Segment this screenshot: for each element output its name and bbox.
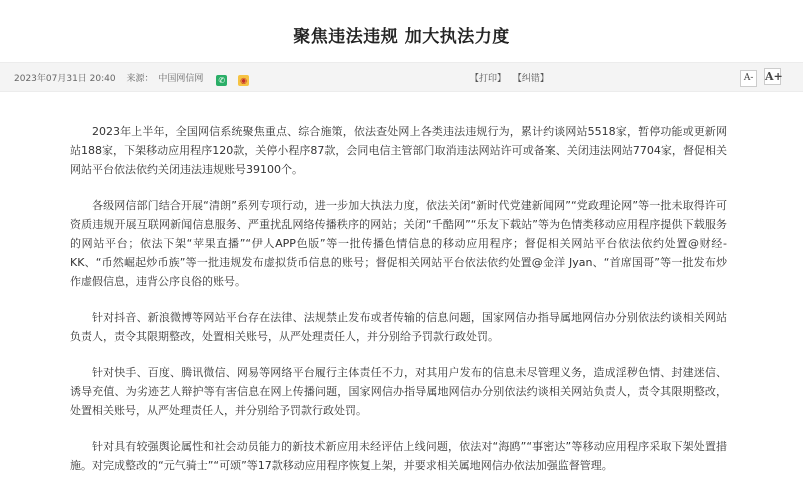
paragraph: 2023年上半年，全国网信系统聚焦重点、综合施策，依法查处网上各类违法违规行为，累计约谈网站5518家，暂停功能或更新网站188家，下架移动应用程序120款，关停小程序87款，会同电信主管部门取消违法网站许可或备案、关闭违法网站7704家，督促相关网站平台依法依约关闭违法违规账号39100个。: [70, 125, 727, 176]
source-label: 来源：: [126, 74, 154, 84]
article-title: 聚焦违法违规 加大执法力度: [293, 27, 510, 47]
paragraph: 针对具有较强舆论属性和社会动员能力的新技术新应用未经评估上线问题，依法对“海鸥”“事密达”等移动应用程序采取下架处置措施。对完成整改的“元气骑士”“可颂”等17款移动应用程序恢复上架，并要求相关属地网信办依法加强监督管理。: [70, 440, 727, 472]
article-actions: [470, 71, 553, 84]
print-link[interactable]: 【打印】: [470, 74, 507, 84]
article-body: [70, 122, 727, 492]
font-increase-button[interactable]: A+: [765, 70, 783, 83]
font-size-controls: [736, 68, 781, 87]
share-icons: [216, 75, 257, 86]
source-name[interactable]: 中国网信网: [158, 74, 204, 84]
paragraph: 针对抖音、新浪微博等网站平台存在法律、法规禁止发布或者传输的信息问题，国家网信办指导属地网信办分别依法约谈相关网站负责人，责令其限期整改，处置相关账号，从严处理责任人，并分别给予罚款行政处罚。: [70, 311, 727, 343]
weibo-icon[interactable]: ◉: [238, 75, 249, 86]
font-decrease-button[interactable]: A-: [740, 70, 757, 87]
wechat-icon[interactable]: ✆: [216, 75, 227, 86]
paragraph: 针对快手、百度、腾讯微信、网易等网络平台履行主体责任不力，对其用户发布的信息未尽管理义务，造成淫秽色情、封建迷信、诱导充值、为劣迹艺人辩护等有害信息在网上传播问题，国家网信办指导属地网信办分别依法约谈相关网站负责人，责令其限期整改，处置相关账号，从严处理责任人，并分别给予罚款行政处罚。: [70, 366, 727, 417]
publish-date: 2023年07月31日 20:40: [14, 74, 116, 84]
paragraph: 各级网信部门结合开展“清朗”系列专项行动，进一步加大执法力度，依法关闭“新时代党建新闻网”“党政理论网”等一批未取得许可资质违规开展互联网新闻信息服务、严重扰乱网络传播秩序的网站；关闭“千酷网”“乐友下载站”等为色情类移动应用程序提供下载服务的网站平台；依法下架“苹果直播”“伊人APP色版”等一批传播色情信息的移动应用程序；督促相关网站平台依法依约处置@财经-KK、“币然崛起炒币族”等一批违规发布虚拟货币信息的账号；督促相关网站平台依法依约处置@金洋 Jyan、“首席国哥”等一批发布炒作虚假信息，违背公序良俗的账号。: [70, 199, 727, 288]
article-meta: [14, 71, 265, 86]
article-meta-bar: [0, 62, 803, 92]
correction-link[interactable]: 【纠错】: [512, 74, 549, 84]
